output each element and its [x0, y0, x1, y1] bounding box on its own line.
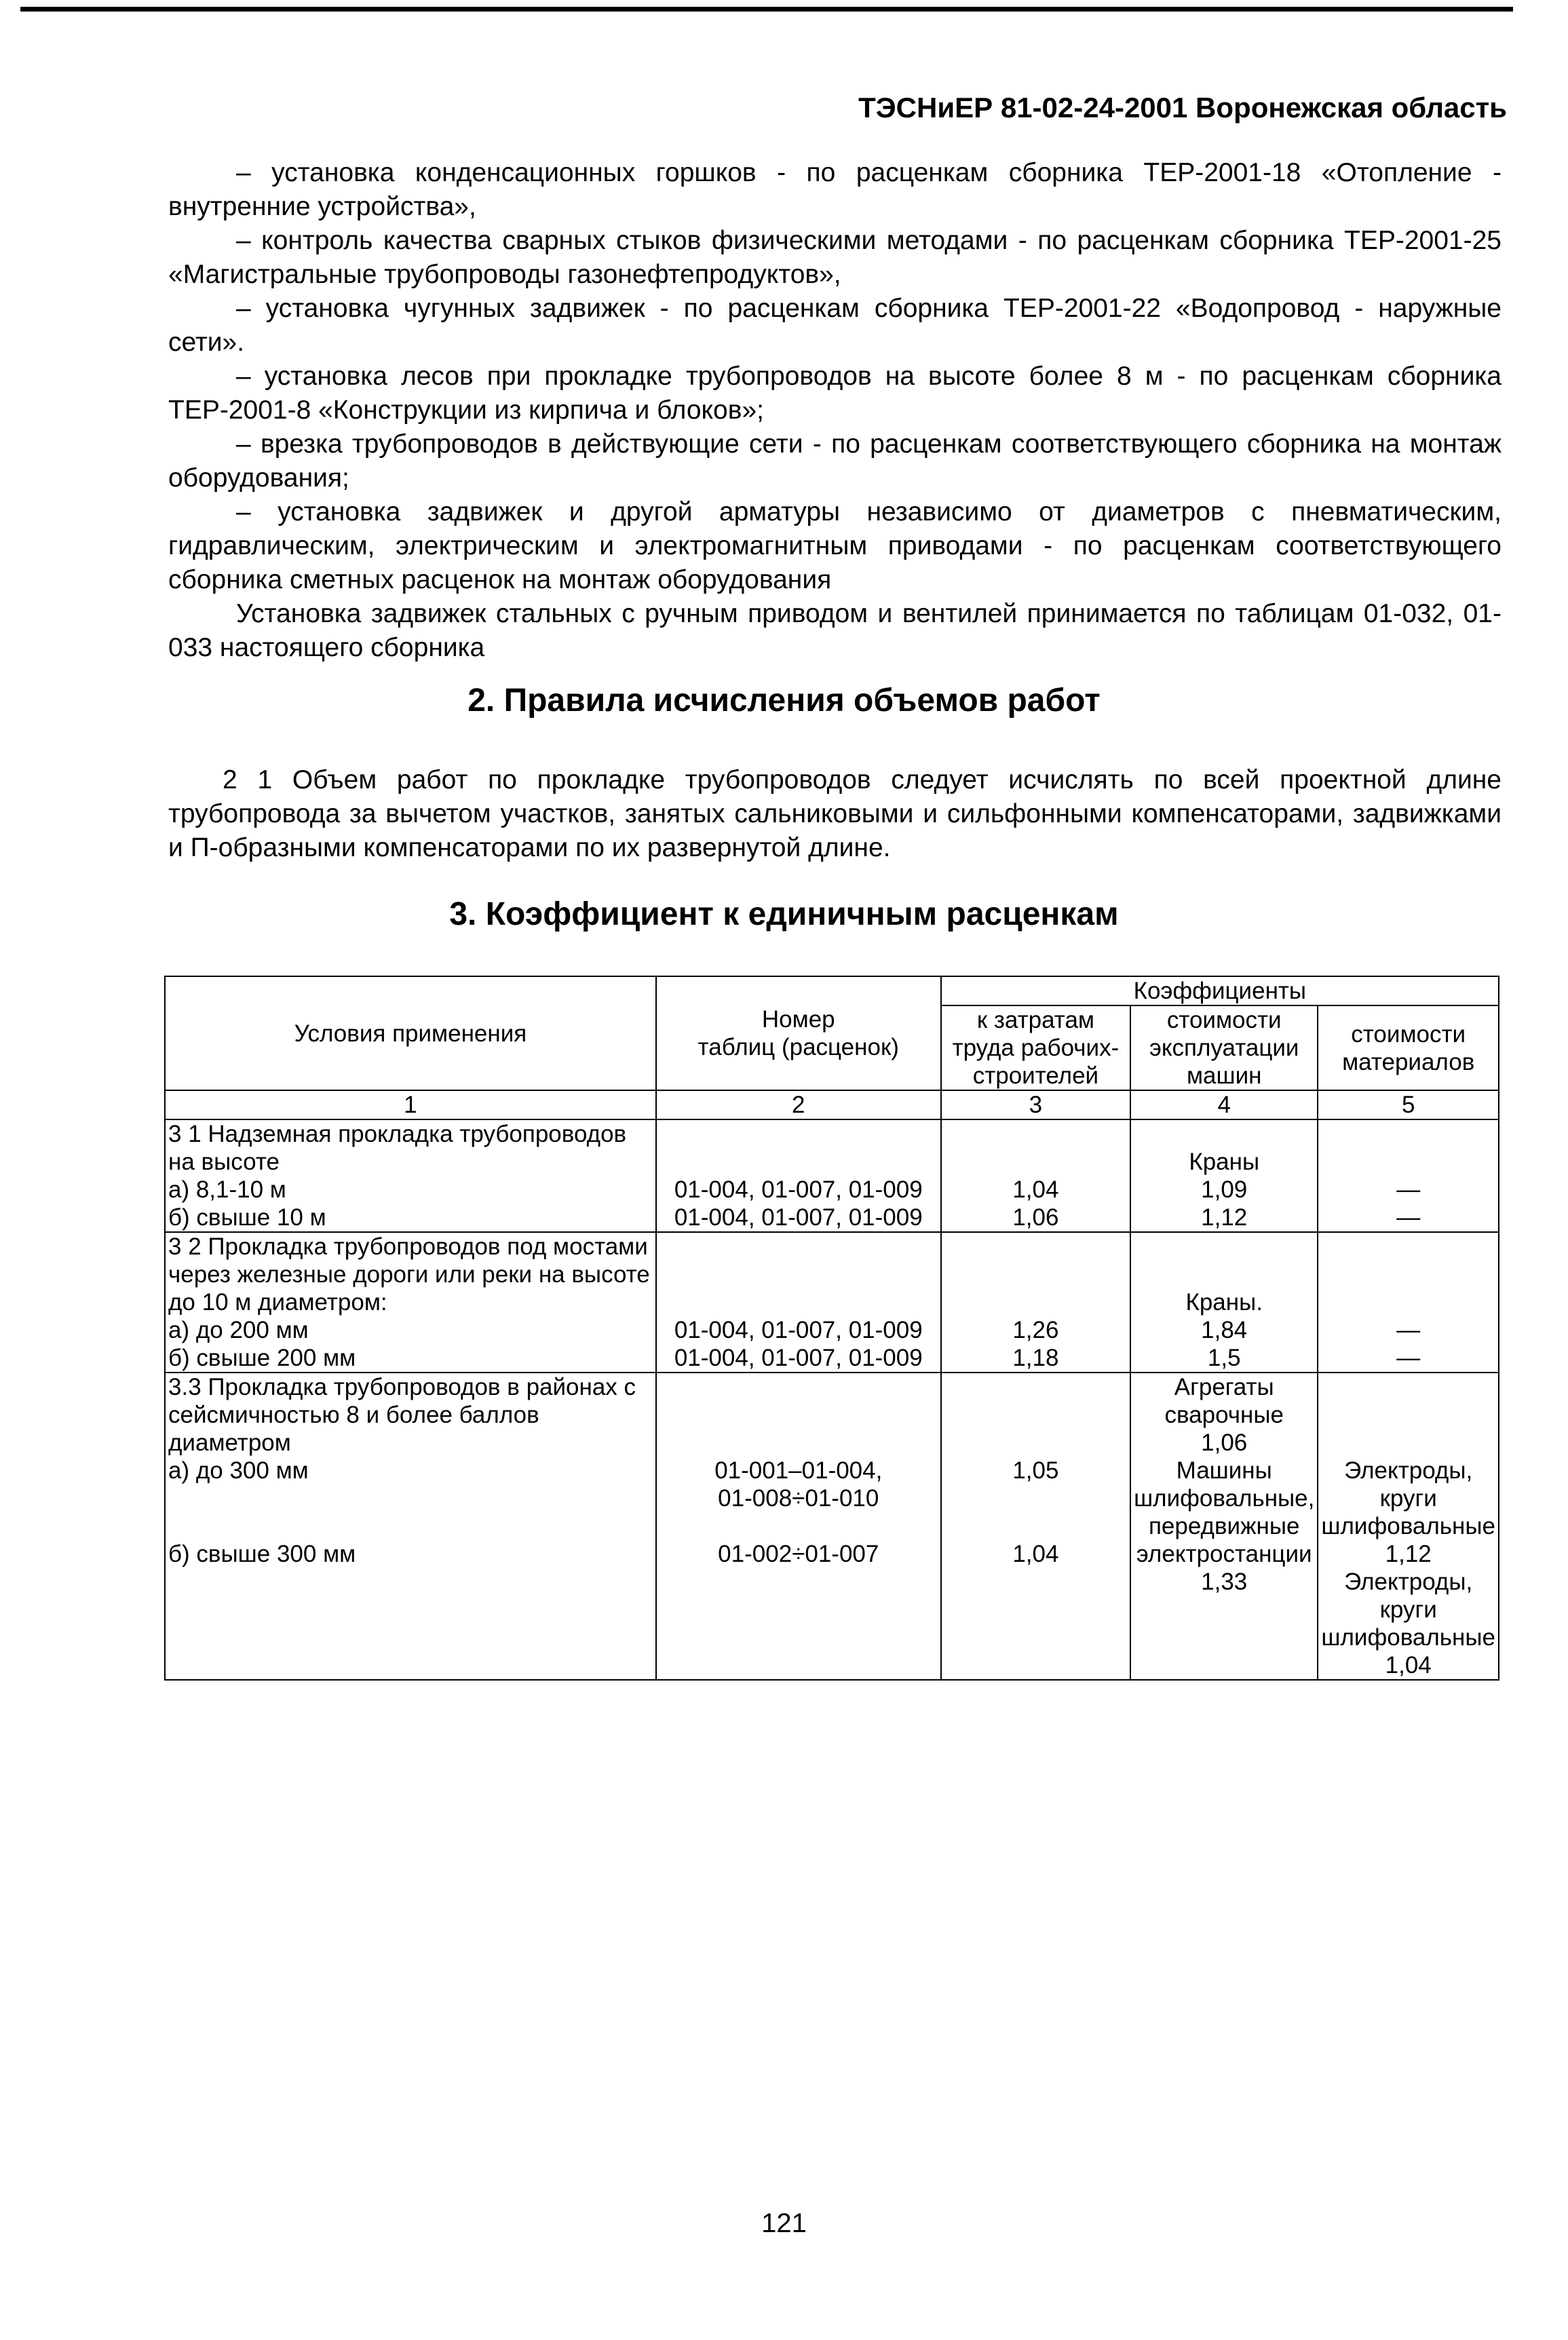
paragraph: – установка конденсационных горшков - по расценкам сборника ТЕР-2001-18 «Отопление - внутренние устройства»,: [168, 158, 1502, 221]
paragraph: – установка чугунных задвижек - по расценкам сборника ТЕР-2001-22 «Водопровод - наружные сети».: [168, 294, 1502, 357]
cell-conditions: 3 2 Прокладка трубопроводов под мостами через железные дороги или реки на высоте до 10 м диаметром: а) до 200 мм б) свыше 200 мм: [165, 1232, 656, 1373]
cell-materials: — —: [1318, 1232, 1499, 1373]
cell-labor: 1,04 1,06: [941, 1119, 1130, 1232]
cell-table-no: 01-004, 01-007, 01-009 01-004, 01-007, 01-009: [656, 1232, 941, 1373]
table-row: [165, 1119, 1499, 1232]
cell-table-no: 01-001–01-004, 01-008÷01-010 01-002÷01-007: [656, 1373, 941, 1680]
page-header: ТЭСНиЕР 81-02-24-2001 Воронежская область: [858, 92, 1507, 123]
section-2-heading: 2. Правила исчисления объемов работ: [467, 683, 1101, 718]
table-header-row: [165, 976, 1499, 1005]
section-2-paragraph: 2 1 Объем работ по прокладке трубопроводов следует исчислять по всей проектной длине трубопровода за вычетом участков, занятых сальниковыми и сильфонными компенсаторами, задвижками и П-образными компенсаторами по их развернутой длине.: [168, 765, 1502, 862]
cell-machines: Агрегаты сварочные 1,06 Машины шлифовальные, передвижные электростанции 1,33: [1130, 1373, 1318, 1680]
paragraph: – врезка трубопроводов в действующие сети - по расценкам соответствующего сборника на монтаж оборудования;: [168, 429, 1502, 493]
paragraph: – установка задвижек и другой арматуры независимо от диаметров с пневматическим, гидравлическим, электрическим и электромагнитным приводами - по расценкам соответствующего сборника сметных расценок на монтаж оборудования: [168, 497, 1502, 594]
page-number: 121: [761, 2208, 807, 2238]
col-number: 5: [1318, 1090, 1499, 1119]
column-number-row: [165, 1090, 1499, 1119]
cell-conditions: 3.3 Прокладка трубопроводов в районах с сейсмичностью 8 и более баллов диаметром а) до 300 мм б) свыше 300 мм: [165, 1373, 656, 1680]
paragraph: – установка лесов при прокладке трубопроводов на высоте более 8 м - по расценкам сборника ТЕР-2001-8 «Конструкции из кирпича и блоков»;: [168, 362, 1502, 425]
cell-materials: — —: [1318, 1119, 1499, 1232]
table-row: [165, 1373, 1499, 1680]
top-rule: [20, 7, 1513, 12]
intro-text: [168, 156, 1502, 665]
cell-table-no: 01-004, 01-007, 01-009 01-004, 01-007, 01-009: [656, 1119, 941, 1232]
cell-machines: Краны. 1,84 1,5: [1130, 1232, 1318, 1373]
cell-conditions: 3 1 Надземная прокладка трубопроводов на высоте а) 8,1-10 м б) свыше 10 м: [165, 1119, 656, 1232]
col-number: 4: [1130, 1090, 1318, 1119]
cell-materials: Электроды, круги шлифовальные 1,12 Электроды, круги шлифовальные 1,04: [1318, 1373, 1499, 1680]
col-number: 3: [941, 1090, 1130, 1119]
table-row: [165, 1232, 1499, 1373]
cell-machines: Краны 1,09 1,12: [1130, 1119, 1318, 1232]
cell-labor: 1,05 1,04: [941, 1373, 1130, 1680]
header-machines: стоимости эксплуатации машин: [1130, 1005, 1318, 1090]
col-number: 1: [165, 1090, 656, 1119]
header-materials: стоимости материалов: [1318, 1005, 1499, 1090]
header-conditions: Условия применения: [165, 976, 656, 1090]
header-table-no: Номер таблиц (расценок): [656, 976, 941, 1090]
header-labor: к затратам труда рабочих-строителей: [941, 1005, 1130, 1090]
cell-labor: 1,26 1,18: [941, 1232, 1130, 1373]
coefficients-table: [164, 976, 1499, 1681]
paragraph: Установка задвижек стальных с ручным приводом и вентилей принимается по таблицам 01-032, 01-033 настоящего сборника: [168, 599, 1502, 662]
section-3-heading: 3. Коэффициент к единичным расценкам: [449, 896, 1119, 932]
col-number: 2: [656, 1090, 941, 1119]
header-coefficients: Коэффициенты: [941, 976, 1499, 1005]
paragraph: – контроль качества сварных стыков физическими методами - по расценкам сборника ТЕР-2001-25 «Магистральные трубопроводы газонефтепродуктов»,: [168, 226, 1502, 289]
